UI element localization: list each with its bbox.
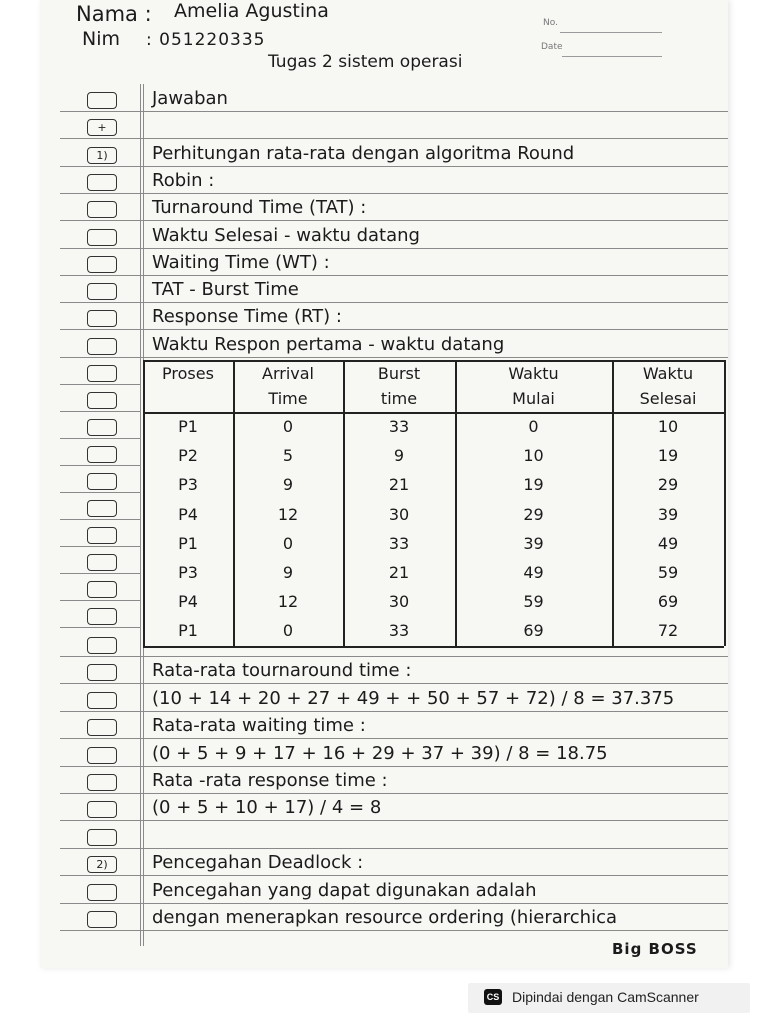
line-checkbox [87,92,117,109]
line-checkbox [87,719,117,736]
ruled-line [60,220,728,221]
table-cell: 0 [282,417,294,436]
line-checkbox: + [87,119,117,136]
table-header-cell: Arrival [262,364,314,383]
table-header-cell: Time [268,389,308,408]
notebook-brand-logo: Big BOSS [612,940,698,958]
table-cell: P4 [178,592,198,611]
table-cell: 10 [657,417,679,436]
line-checkbox [87,446,117,463]
ruled-line [60,820,728,821]
ruled-line [60,329,728,330]
handwritten-line: (0 + 5 + 10 + 17) / 4 = 8 [152,797,382,818]
handwritten-line: Waktu Selesai - waktu datang [152,225,420,246]
line-checkbox [87,473,117,490]
line-checkbox [87,419,117,436]
table-cell: 9 [393,446,405,465]
ruled-line [60,519,140,520]
line-checkbox [87,608,117,625]
table-cell: 69 [523,621,544,640]
ruled-line [60,738,728,739]
table-cell: 5 [282,446,294,465]
table-cell: 0 [282,534,294,553]
ruled-line [60,302,728,303]
table-cell: 12 [277,592,299,611]
handwritten-line: Rata-rata waiting time : [152,715,366,736]
ruled-line [60,930,728,931]
table-cell: 9 [282,475,294,494]
line-checkbox [87,664,117,681]
table-cell: 33 [388,621,410,640]
ruled-line [60,465,140,466]
table-cell: 49 [657,534,679,553]
table-cell: 10 [523,446,544,465]
table-header-cell: Mulai [512,389,555,408]
handwritten-line: Pencegahan Deadlock : [152,852,364,873]
handwritten-line: Jawaban [152,88,228,109]
table-cell: 29 [523,505,544,524]
line-checkbox [87,201,117,218]
ruled-line [60,546,140,547]
handwritten-line: Pencegahan yang dapat digunakan adalah [152,880,537,901]
ruled-line [60,357,728,358]
table-cell: 33 [388,534,410,553]
table-cell: 19 [523,475,544,494]
no-label: No. [543,18,558,28]
line-checkbox [87,747,117,764]
table-header-cell: Proses [162,364,214,383]
ruled-line [60,848,728,849]
ruled-line [60,711,728,712]
handwritten-line: Turnaround Time (TAT) : [152,197,367,218]
ruled-line [60,492,140,493]
table-cell: 0 [282,621,294,640]
table-header-cell: Waktu [508,364,559,383]
table-cell: 21 [388,475,410,494]
line-checkbox [87,829,117,846]
table-cell: 29 [657,475,679,494]
table-cell: 19 [657,446,679,465]
line-checkbox [87,911,117,928]
table-cell: 9 [282,563,294,582]
line-checkbox [87,338,117,355]
table-row-divider [143,412,724,414]
line-checkbox [87,310,117,327]
camscanner-icon: CS [484,989,502,1005]
line-checkbox [87,637,117,654]
handwritten-line: Response Time (RT) : [152,306,342,327]
ruled-line [60,138,728,139]
line-checkbox: 2) [87,856,117,873]
table-cell: P3 [178,563,198,582]
handwritten-line: dengan menerapkan resource ordering (hierarchica [152,907,618,928]
table-cell: P1 [178,621,198,640]
ruled-line [60,275,728,276]
ruled-line [60,384,140,385]
handwritten-line: TAT - Burst Time [152,279,299,300]
handwritten-line: Robin : [152,170,215,191]
line-checkbox [87,229,117,246]
handwritten-line: Rata-rata tournaround time : [152,660,412,681]
ruled-line [60,166,728,167]
line-checkbox [87,884,117,901]
table-column-divider [724,360,726,646]
handwritten-line: (0 + 5 + 9 + 17 + 16 + 29 + 37 + 39) / 8 = 18.75 [152,743,608,764]
handwritten-line: Waktu Respon pertama - waktu datang [152,334,505,355]
table-row-divider [143,646,724,648]
table-cell: 21 [388,563,410,582]
table-header-cell: Selesai [639,389,697,408]
line-checkbox: 1) [87,147,117,164]
name-value: Amelia Agustina [174,0,329,22]
line-checkbox [87,365,117,382]
table-cell: 30 [388,505,410,524]
table-cell: 72 [657,621,679,640]
ruled-line [60,683,728,684]
table-cell: 39 [657,505,679,524]
line-checkbox [87,581,117,598]
nim-label: Nim [82,28,120,50]
table-cell: 0 [528,417,539,436]
date-label: Date [541,42,563,52]
table-cell: P2 [178,446,198,465]
ruled-line [60,193,728,194]
margin-line-left [140,84,141,946]
table-header-cell: Burst [377,364,421,383]
camscanner-footer [468,983,750,1013]
handwritten-line: Rata -rata response time : [152,770,388,791]
table-cell: 49 [523,563,544,582]
camscanner-text: Dipindai dengan CamScanner [512,989,699,1005]
table-cell: 59 [657,563,679,582]
ruled-line [60,111,728,112]
table-cell: P3 [178,475,198,494]
ruled-line [60,438,140,439]
table-cell: 69 [657,592,679,611]
ruled-line [60,627,140,628]
line-checkbox [87,527,117,544]
line-checkbox [87,500,117,517]
line-checkbox [87,554,117,571]
table-cell: P4 [178,505,198,524]
ruled-line [60,875,728,876]
page-title: Tugas 2 sistem operasi [268,52,463,72]
line-checkbox [87,692,117,709]
table-header-cell: time [380,389,418,408]
table-cell: 12 [277,505,299,524]
line-checkbox [87,392,117,409]
table-cell: P1 [178,417,198,436]
table-cell: 30 [388,592,410,611]
ruled-line [60,766,728,767]
table-header-cell: Waktu [642,364,694,383]
table-cell: 59 [523,592,544,611]
ruled-line [60,411,140,412]
ruled-line [60,793,728,794]
ruled-line [60,656,728,657]
name-label: Nama : [76,2,152,26]
table-cell: P1 [178,534,198,553]
table-cell: 33 [388,417,410,436]
line-checkbox [87,174,117,191]
ruled-line [60,248,728,249]
ruled-line [60,600,140,601]
ruled-line [60,903,728,904]
line-checkbox [87,774,117,791]
line-checkbox [87,256,117,273]
table-row-divider [143,360,724,362]
handwritten-line: Perhitungan rata-rata dengan algoritma Round [152,143,575,164]
handwritten-line: (10 + 14 + 20 + 27 + 49 + + 50 + 57 + 72) / 8 = 37.375 [152,688,675,709]
line-checkbox [87,283,117,300]
line-checkbox [87,801,117,818]
nim-value: : 051220335 [146,30,266,50]
table-cell: 39 [523,534,544,553]
handwritten-line: Waiting Time (WT) : [152,252,330,273]
ruled-line [60,573,140,574]
